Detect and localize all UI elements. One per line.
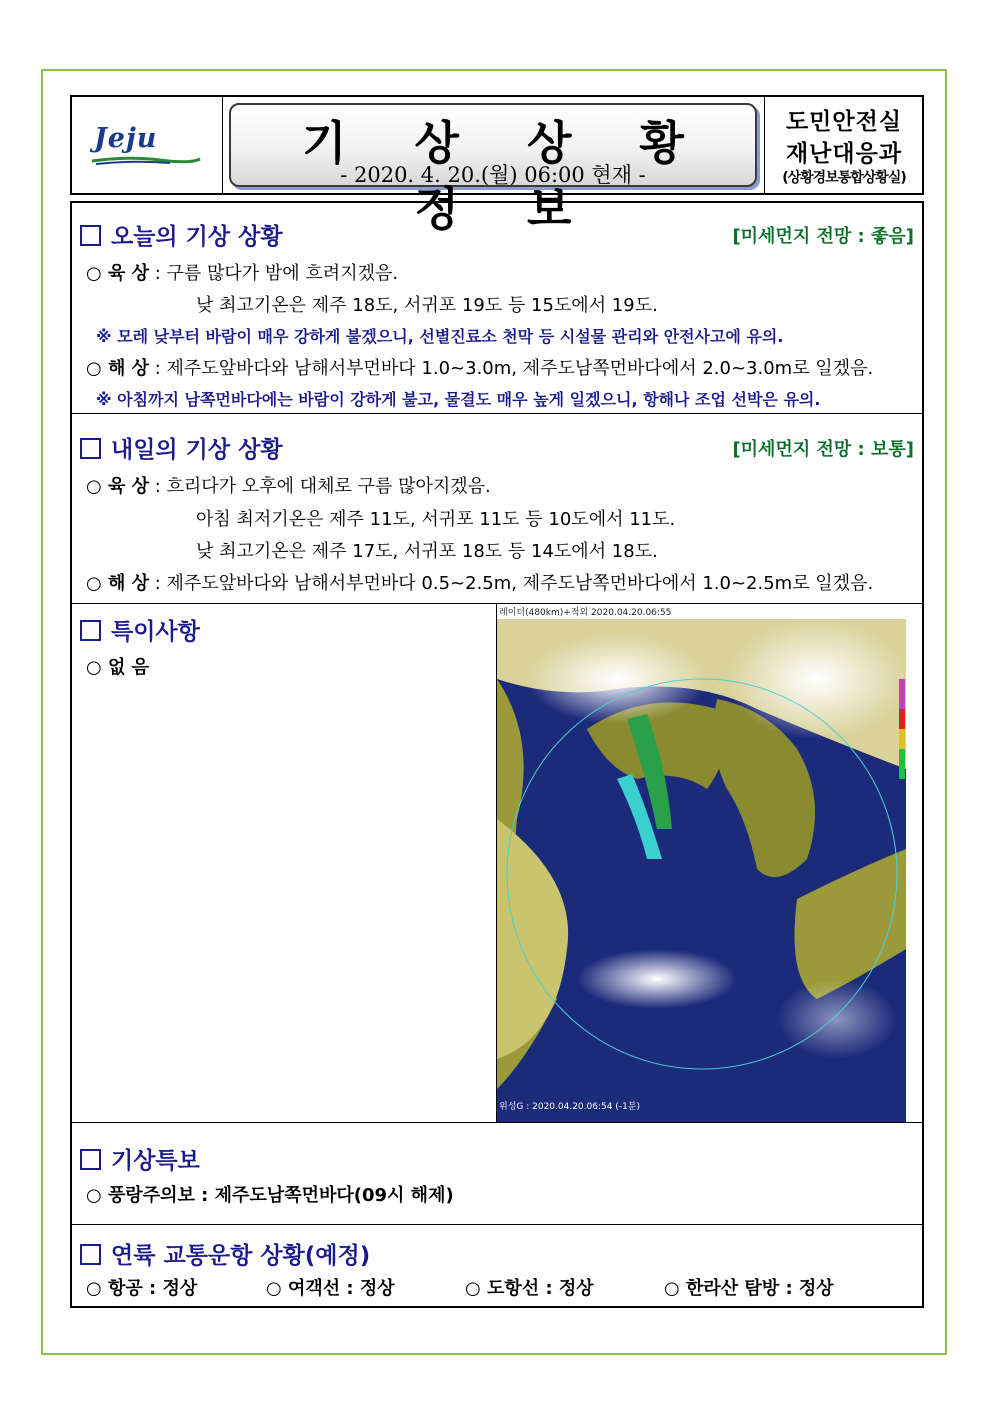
checkbox-icon (80, 1244, 101, 1265)
tomorrow-title: 내일의 기상 상황 (80, 431, 283, 464)
traffic-air: ○ 항공 : 정상 (86, 1278, 198, 1299)
tomorrow-land: ○ 육 상 : 흐리다가 오후에 대체로 구름 많아지겠음. (86, 476, 491, 497)
report-body (70, 201, 924, 1308)
today-land-temp: 낮 최고기온은 제주 18도, 서귀포 19도 등 15도에서 19도. (196, 295, 658, 316)
checkbox-icon (80, 225, 101, 246)
department-cell (764, 97, 923, 193)
page-title: 기 상 상 황 정 보 (302, 116, 710, 236)
today-sea: ○ 해 상 : 제주도앞바다와 남해서부먼바다 1.0~3.0m, 제주도남쪽먼바다에서 2.0~3.0m로 일겠음. (86, 358, 874, 379)
radar-caption: 레이더(480km)+적외 2020.04.20.06:55 (499, 608, 672, 618)
tomorrow-land-min: 아침 최저기온은 제주 11도, 서귀포 11도 등 10도에서 11도. (196, 509, 676, 530)
special-title: 특이사항 (80, 613, 200, 646)
traffic-hallasan: ○ 한라산 탐방 : 정상 (664, 1278, 834, 1299)
checkbox-icon (80, 620, 101, 641)
radar-map-icon (497, 619, 906, 1122)
tomorrow-dust-forecast: [미세먼지 전망 : 보통] (732, 439, 914, 460)
warning-item: ○ 풍랑주의보 : 제주도남쪽먼바다(09시 해제) (86, 1185, 454, 1206)
logo-cell (72, 97, 223, 193)
traffic-title: 연륙 교통운항 상황(예정) (80, 1237, 370, 1270)
checkbox-icon (80, 1149, 101, 1170)
radar-footer: 위성G : 2020.04.20.06:54 (-1분) (499, 1102, 640, 1112)
jeju-logo: Jeju (94, 123, 158, 154)
special-item: ○ 없 음 (86, 657, 150, 678)
checkbox-icon (80, 438, 101, 459)
tomorrow-land-max: 낮 최고기온은 제주 17도, 서귀포 18도 등 14도에서 18도. (196, 541, 658, 562)
today-title: 오늘의 기상 상황 (80, 218, 283, 251)
division-name: 재난대응과 (785, 141, 903, 167)
title-box (229, 103, 757, 236)
tomorrow-section (72, 413, 922, 604)
traffic-island-ferry: ○ 도항선 : 정상 (465, 1278, 594, 1299)
radar-satellite-image (496, 603, 906, 1122)
office-name: (상황경보통합상황실) (782, 170, 906, 186)
tomorrow-sea: ○ 해 상 : 제주도앞바다와 남해서부먼바다 0.5~2.5m, 제주도남쪽먼바다에서 1.0~2.5m로 일겠음. (86, 573, 874, 594)
warning-title: 기상특보 (80, 1142, 200, 1175)
today-dust-forecast: [미세먼지 전망 : 좋음] (732, 226, 914, 247)
today-section (72, 203, 922, 414)
header (70, 95, 924, 236)
traffic-section (72, 1224, 922, 1306)
department-name: 도민안전실 (785, 109, 903, 135)
today-land: ○ 육 상 : 구름 많다가 밤에 흐려지겠음. (86, 263, 399, 284)
warning-section (72, 1122, 922, 1225)
today-sea-note: ※ 아침까지 남쪽먼바다에는 바람이 강하게 불고, 물결도 매우 높게 일겠으니, 항해나 조업 선박은 유의. (96, 390, 821, 409)
traffic-ferry: ○ 여객선 : 정상 (266, 1278, 395, 1299)
logo-swoosh-icon (90, 155, 202, 165)
report-date: - 2020. 4. 20.(월) 06:00 현재 - (340, 163, 646, 187)
today-land-note: ※ 모레 낮부터 바람이 매우 강하게 불겠으니, 선별진료소 천막 등 시설물 관리와 안전사고에 유의. (96, 327, 784, 346)
